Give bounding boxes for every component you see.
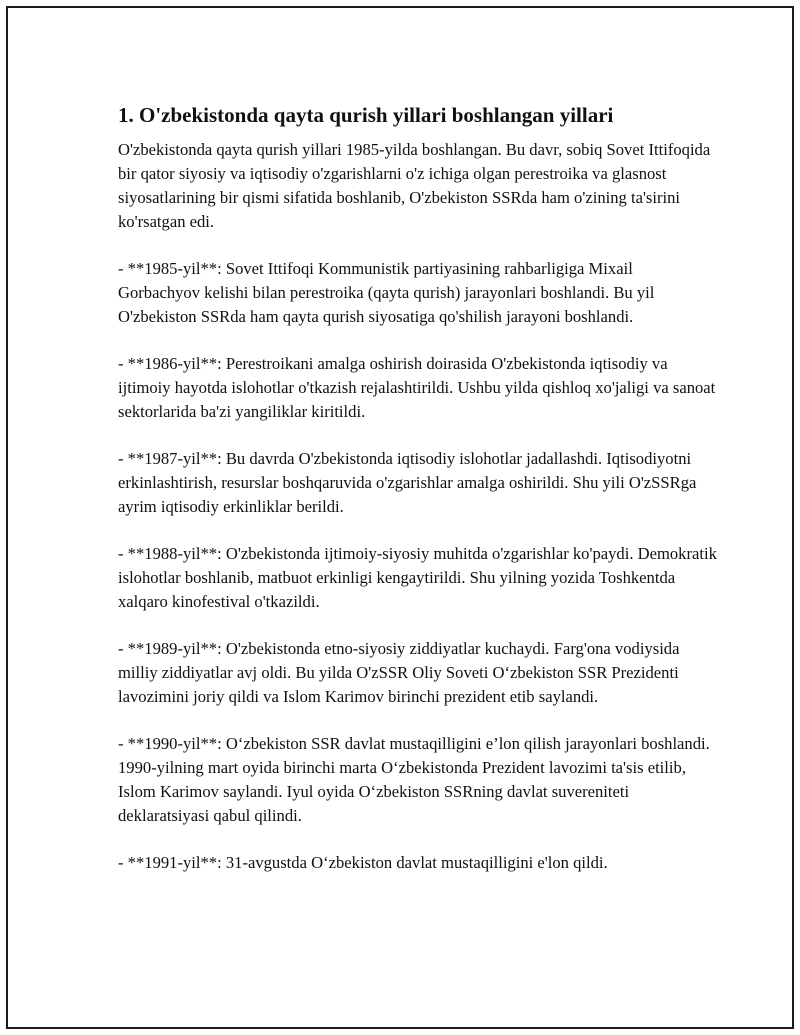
paragraph-1991: - **1991-yil**: 31-avgustda O‘zbekiston davlat mustaqilligini e'lon qildi. [118, 853, 608, 872]
paragraph-1987: - **1987-yil**: Bu davrda O'zbekistonda iqtisodiy islohotlar jadallashdi. Iqtisodiyotni erkinlashtirish, resurslar boshqaruvida o'zgarishlar amalga oshirildi. Shu yili O'zSSRga ayrim iqtisodiy erkinliklar berildi. [118, 449, 697, 516]
paragraph-1985: - **1985-yil**: Sovet Ittifoqi Kommunistik partiyasining rahbarligiga Mixail Gorbachyov kelishi bilan perestroika (qayta qurish) jarayonlari boshlandi. Bu yil O'zbekiston SSRda ham qayta qurish siyosatiga qo'shilish jarayoni boshlandi. [118, 259, 655, 326]
document-body [118, 102, 718, 898]
intro-paragraph: O'zbekistonda qayta qurish yillari 1985-yilda boshlangan. Bu davr, sobiq Sovet Ittifoqida bir qator siyosiy va iqtisodiy o'zgarishlarni o'z ichiga olgan perestroika va glasnost siyosatlarining bir qismi sifatida boshlanib, O'zbekiston SSRda ham o'zining ta'sirini ko'rsatgan edi. [118, 140, 711, 231]
paragraph-1988: - **1988-yil**: O'zbekistonda ijtimoiy-siyosiy muhitda o'zgarishlar ko'paydi. Demokratik islohotlar boshlanib, matbuot erkinligi kengaytirildi. Shu yilning yozida Toshkentda xalqaro kinofestival o'tkazildi. [118, 544, 717, 611]
document-heading: 1. O'zbekistonda qayta qurish yillari boshlangan yillari [118, 103, 614, 127]
page-frame [6, 6, 794, 1029]
paragraph-1986: - **1986-yil**: Perestroikani amalga oshirish doirasida O'zbekistonda iqtisodiy va ijtimoiy hayotda islohotlar o'tkazish rejalashtirildi. Ushbu yilda qishloq xo'jaligi va sanoat sektorlarida ba'zi yangiliklar kiritildi. [118, 354, 716, 421]
paragraph-1989: - **1989-yil**: O'zbekistonda etno-siyosiy ziddiyatlar kuchaydi. Farg'ona vodiysida milliy ziddiyatlar avj oldi. Bu yilda O'zSSR Oliy Soveti O‘zbekiston SSR Prezidenti lavozimini joriy qildi va Islom Karimov birinchi prezident etib saylandi. [118, 639, 680, 706]
paragraph-1990: - **1990-yil**: O‘zbekiston SSR davlat mustaqilligini e’lon qilish jarayonlari boshlandi. 1990-yilning mart oyida birinchi marta O‘zbekistonda Prezident lavozimi ta'sis etilib, Islom Karimov saylandi. Iyul oyida O‘zbekiston SSRning davlat suvereniteti deklaratsiyasi qabul qilindi. [118, 734, 710, 825]
